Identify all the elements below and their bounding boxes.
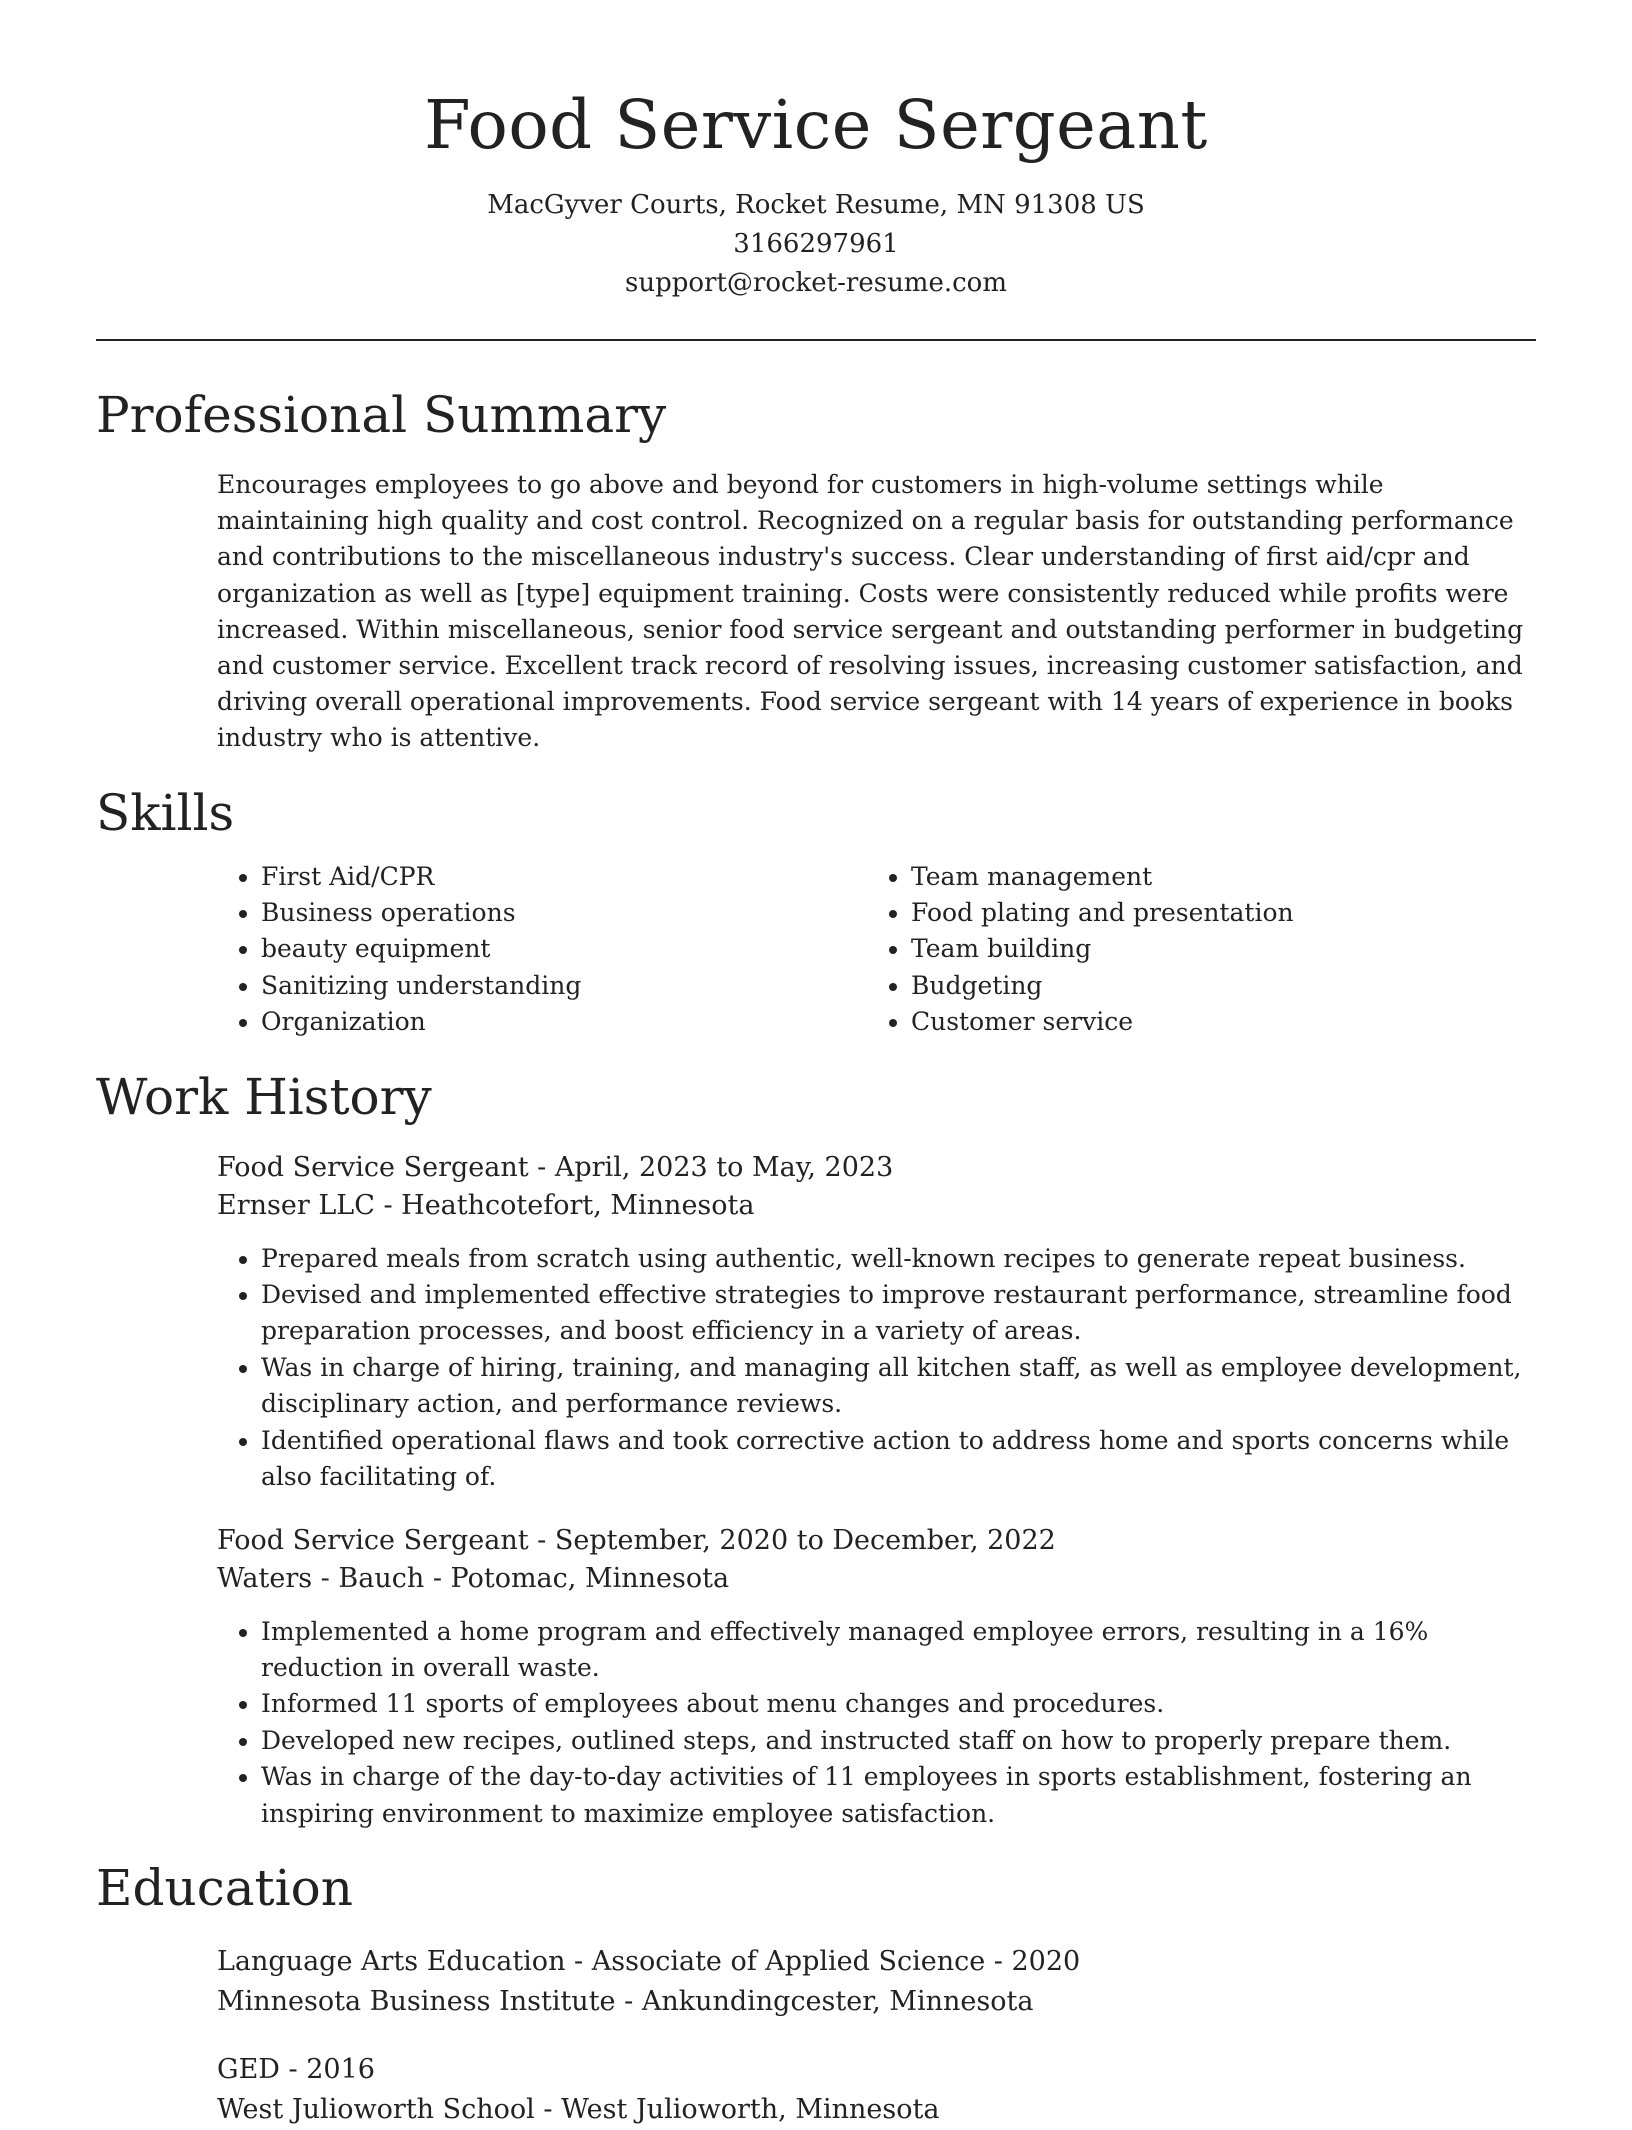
job-position: Food Service Sergeant: [217, 1151, 529, 1183]
skill-item: • Team management: [911, 859, 1517, 895]
skill-item: • beauty equipment: [261, 931, 867, 967]
summary-text: Encourages employees to go above and beyond for customers in high-volume settings while maintaining high quality and cost control. Recognized on a regular basis for outstanding performance and contributions to the miscellaneous industry's success. Clear understanding of first aid/cpr and organization as well as [type] equipment training. Costs were consistently reduced while profits were increased. Within miscellaneous, senior food service sergeant and outstanding performer in budgeting and customer service. Excellent track record of resolving issues, increasing customer satisfaction, and driving overall operational improvements. Food service sergeant with 14 years of experience in books industry who is attentive.: [217, 470, 1524, 753]
job-dates: - April, 2023 to May, 2023: [528, 1151, 894, 1183]
job-bullet: • Was in charge of the day-to-day activities of 11 employees in sports establishment, fostering an inspiring environment to maximize employee satisfaction.: [261, 1759, 1536, 1832]
header-divider: [96, 339, 1536, 341]
education-location: - West Julioworth, Minnesota: [534, 2093, 940, 2125]
contact-phone: 3166297961: [733, 229, 899, 259]
job-entry: [217, 1149, 1536, 1496]
skills-column-right: [867, 859, 1517, 1041]
skill-item: • Team building: [911, 931, 1517, 967]
education-school: Minnesota Business Institute: [217, 1985, 616, 2017]
job-bullets: [217, 1241, 1536, 1496]
job-company-line: [217, 1560, 1536, 1598]
skill-item: • Sanitizing understanding: [261, 968, 867, 1004]
education-location: - Ankundingcester, Minnesota: [615, 1985, 1034, 2017]
job-bullet: • Prepared meals from scratch using authentic, well-known recipes to generate repeat business.: [261, 1241, 1536, 1277]
education-degree-line: [217, 2050, 1536, 2090]
job-bullet: • Devised and implemented effective strategies to improve restaurant performance, streamline food preparation processes, and boost efficiency in a variety of areas.: [261, 1277, 1536, 1350]
contact-email: support@rocket-resume.com: [624, 268, 1007, 298]
job-title-line: [217, 1149, 1536, 1187]
education-entry: [217, 2050, 1536, 2130]
skills-column-left: [217, 859, 867, 1041]
education-degree-line: [217, 1942, 1536, 1982]
job-location: - Heathcotefort, Minnesota: [374, 1189, 755, 1221]
summary-heading: Professional Summary: [96, 386, 667, 444]
skill-item: • Customer service: [911, 1004, 1517, 1040]
job-company: Waters - Bauch: [217, 1562, 425, 1594]
candidate-name: Food Service Sergeant: [424, 86, 1208, 164]
education-degree: Language Arts Education - Associate of Applied Science: [217, 1945, 986, 1977]
job-bullet: • Implemented a home program and effectively managed employee errors, resulting in a 16% reduction in overall waste.: [261, 1614, 1536, 1687]
contact-address: MacGyver Courts, Rocket Resume, MN 91308 US: [487, 190, 1145, 220]
skill-item: • Budgeting: [911, 968, 1517, 1004]
education-heading: Education: [96, 1858, 353, 1917]
contact-info: [96, 186, 1536, 303]
job-company-line: [217, 1187, 1536, 1225]
job-bullet: • Developed new recipes, outlined steps, and instructed staff on how to properly prepare them.: [261, 1723, 1536, 1759]
education-entry: [217, 1942, 1536, 2022]
skill-item: • Organization: [261, 1004, 867, 1040]
job-position: Food Service Sergeant: [217, 1524, 529, 1556]
education-degree: GED: [217, 2053, 280, 2085]
job-bullets: [217, 1614, 1536, 1832]
skills-list: [217, 859, 1536, 1041]
work-history-heading: Work History: [96, 1067, 432, 1126]
job-location: - Potomac, Minnesota: [424, 1562, 730, 1594]
education-school-line: [217, 1982, 1536, 2022]
education-school-line: [217, 2090, 1536, 2130]
job-dates: - September, 2020 to December, 2022: [528, 1524, 1056, 1556]
job-entry: [217, 1522, 1536, 1832]
job-bullet: • Identified operational flaws and took corrective action to address home and sports concerns while also facilitating of.: [261, 1423, 1536, 1496]
skill-item: • First Aid/CPR: [261, 859, 867, 895]
skill-item: • Business operations: [261, 895, 867, 931]
resume-header: [96, 80, 1536, 303]
skill-item: • Food plating and presentation: [911, 895, 1517, 931]
education-year: - 2016: [279, 2053, 375, 2085]
job-company: Ernser LLC: [217, 1189, 375, 1221]
education-school: West Julioworth School: [217, 2093, 535, 2125]
skills-heading: Skills: [96, 783, 235, 842]
job-bullet: • Was in charge of hiring, training, and managing all kitchen staff, as well as employee development, disciplinary action, and performance reviews.: [261, 1350, 1536, 1423]
job-bullet: • Informed 11 sports of employees about menu changes and procedures.: [261, 1686, 1536, 1722]
education-year: - 2020: [985, 1945, 1081, 1977]
job-title-line: [217, 1522, 1536, 1560]
